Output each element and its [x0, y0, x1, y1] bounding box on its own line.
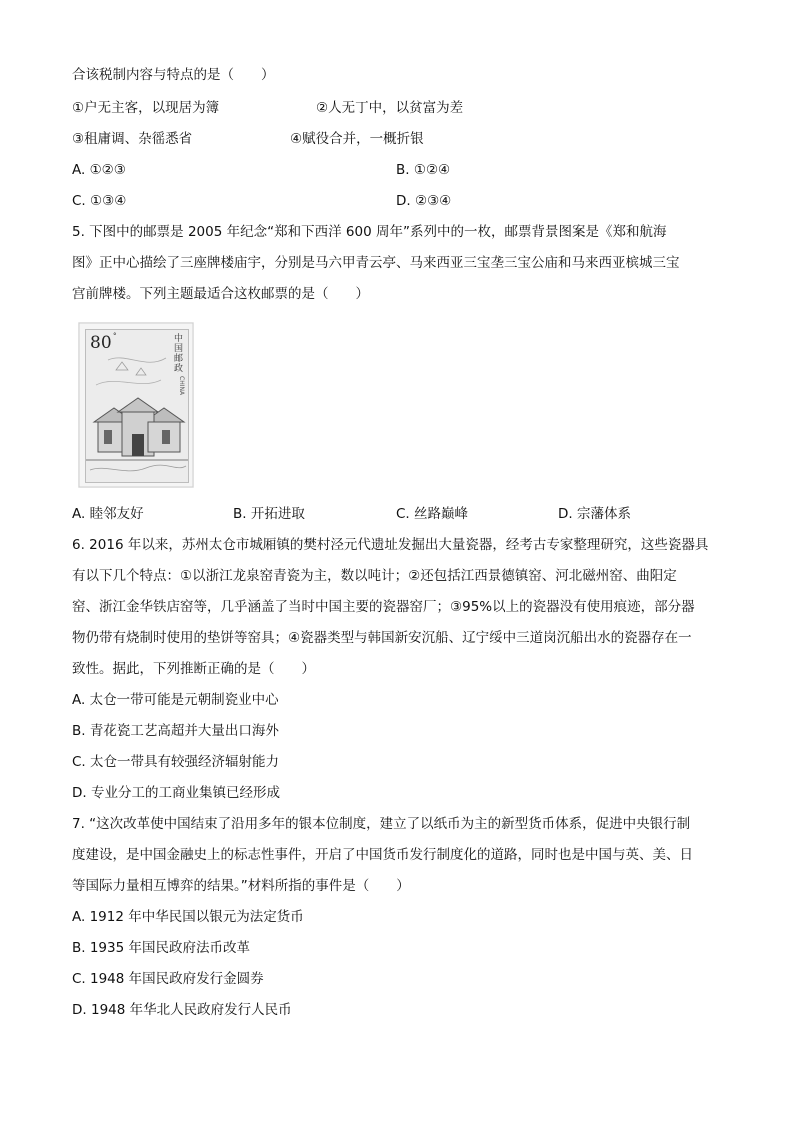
q7-option-a: A. 1912 年中华民国以银元为法定货币: [72, 909, 304, 925]
stamp-latin-label: CHINA: [178, 376, 185, 396]
q5-option-d: D. 宗藩体系: [558, 506, 631, 522]
q7-option-c: C. 1948 年国民政府发行金圆券: [72, 971, 264, 987]
q4-option-a: A. ①②③: [72, 162, 126, 178]
q4-item-3: ③租庸调、杂徭悉省: [72, 131, 193, 147]
q7-stem-line-1: 7. “这次改革使中国结束了沿用多年的银本位制度，建立了以纸币为主的新型货币体系，促进中央银行制: [72, 816, 691, 832]
q5-stem-line-1: 5. 下图中的邮票是 2005 年纪念“郑和下西洋 600 周年”系列中的一枚，邮票背景图案是《郑和航海: [72, 224, 667, 240]
stamp-degree-mark: °: [113, 332, 117, 340]
q5-stem-line-3: 宫前牌楼。下列主题最适合这枚邮票的是（ ）: [72, 286, 369, 302]
q4-item-2: ②人无丁中，以贫富为差: [316, 100, 464, 116]
q6-stem-line-4: 物仍带有烧制时使用的垫饼等窑具；④瓷器类型与韩国新安沉船、辽宁绥中三道岗沉船出水的瓷器存在一: [72, 630, 692, 646]
q7-stem-line-3: 等国际力量相互博弈的结果。”材料所指的事件是（ ）: [72, 878, 410, 894]
q4-option-d: D. ②③④: [396, 193, 452, 209]
stamp-country-label: 中国邮政: [174, 334, 184, 374]
q4-stem-tail: 合该税制内容与特点的是（ ）: [72, 67, 275, 83]
q5-stem-line-2: 图》正中心描绘了三座牌楼庙宇，分别是马六甲青云亭、马来西亚三宝垄三宝公庙和马来西亚槟城三宝: [72, 255, 680, 271]
stamp-denomination: 80: [90, 333, 112, 353]
q5-option-a: A. 睦邻友好: [72, 506, 144, 522]
q6-stem-line-2: 有以下几个特点：①以浙江龙泉窑青瓷为主，数以吨计；②还包括江西景德镇窑、河北磁州窑、曲阳定: [72, 568, 677, 584]
q6-stem-line-5: 致性。据此，下列推断正确的是（ ）: [72, 661, 315, 677]
q4-item-1: ①户无主客，以现居为簿: [72, 100, 220, 116]
q4-option-c: C. ①③④: [72, 193, 127, 209]
stamp-artwork: [85, 329, 189, 483]
q6-stem-line-3: 窑、浙江金华铁店窑等，几乎涵盖了当时中国主要的瓷器窑厂；③95%以上的瓷器没有使用痕迹，部分器: [72, 599, 695, 615]
q6-stem-line-1: 6. 2016 年以来，苏州太仓市城厢镇的樊村泾元代遗址发掘出大量瓷器，经考古专家整理研究，这些瓷器具: [72, 537, 709, 553]
q4-item-4: ④赋役合并，一概折银: [290, 131, 424, 147]
q5-option-c: C. 丝路巅峰: [396, 506, 469, 522]
q6-option-d: D. 专业分工的工商业集镇已经形成: [72, 785, 280, 801]
q6-option-b: B. 青花瓷工艺高超并大量出口海外: [72, 723, 279, 739]
q7-stem-line-2: 度建设，是中国金融史上的标志性事件，开启了中国货币发行制度化的道路，同时也是中国与英、美、日: [72, 847, 693, 863]
stamp-image: [78, 322, 194, 488]
q7-option-d: D. 1948 年华北人民政府发行人民币: [72, 1002, 292, 1018]
q5-option-b: B. 开拓进取: [233, 506, 305, 522]
q6-option-a: A. 太仓一带可能是元朝制瓷业中心: [72, 692, 279, 708]
q4-option-b: B. ①②④: [396, 162, 451, 178]
q6-option-c: C. 太仓一带具有较强经济辐射能力: [72, 754, 280, 770]
q7-option-b: B. 1935 年国民政府法币改革: [72, 940, 250, 956]
